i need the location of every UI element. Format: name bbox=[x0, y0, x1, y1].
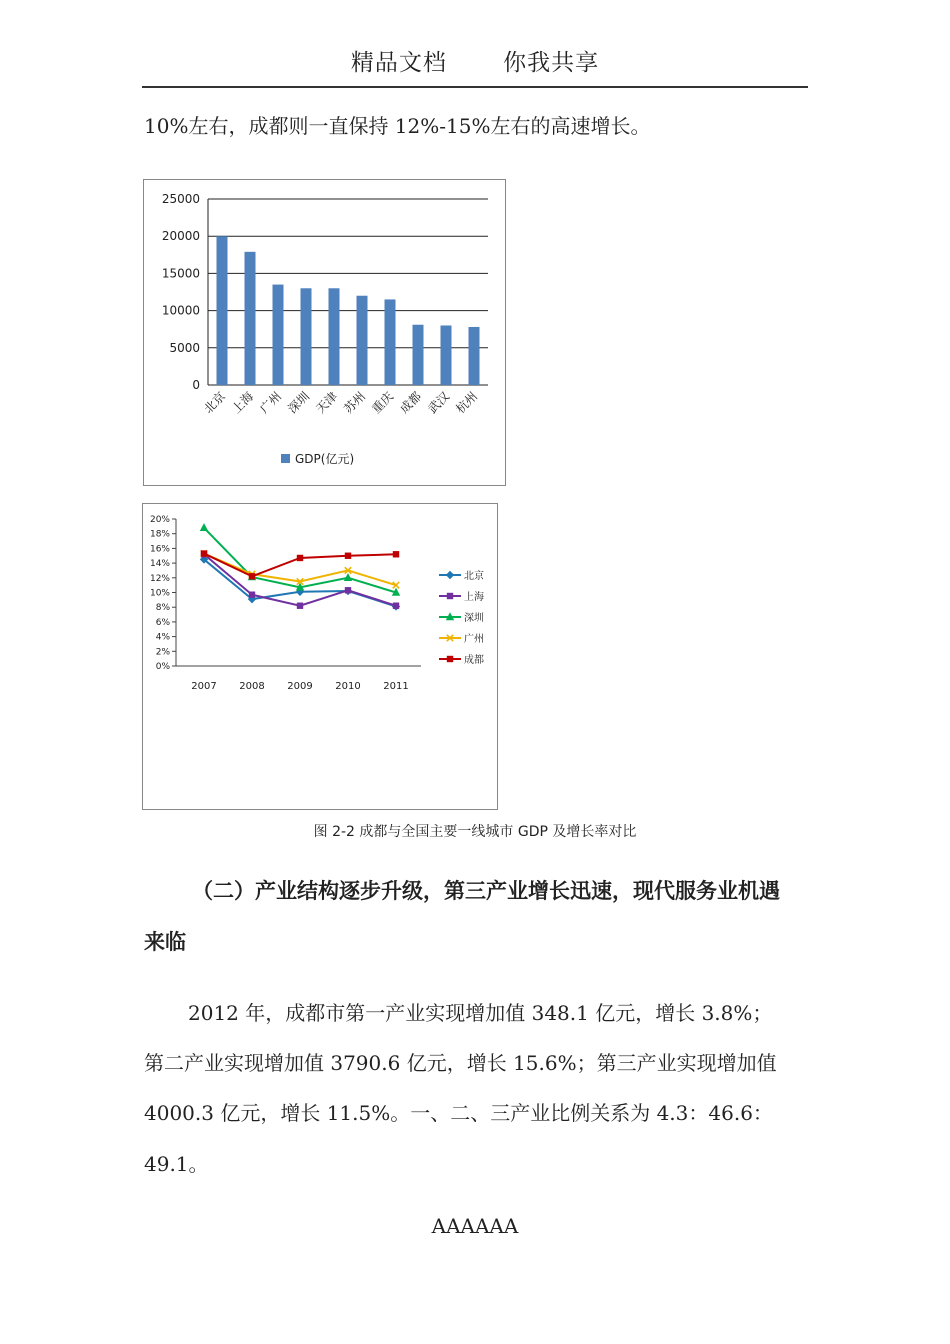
section-heading-line1: （二）产业结构逐步升级，第三产业增长迅速，现代服务业机遇 bbox=[192, 879, 780, 903]
growth-line-chart-frame bbox=[142, 503, 498, 810]
line-point bbox=[344, 573, 352, 581]
body-line-3: 4000.3 亿元，增长 11.5%。一、二、三产业比例关系为 4.3：46.6： bbox=[144, 1101, 773, 1125]
line-xtick-label: 2010 bbox=[335, 681, 361, 692]
line-ytick-label: 0% bbox=[155, 662, 170, 672]
line-legend-label: 深圳 bbox=[464, 613, 484, 624]
line-point bbox=[393, 551, 399, 557]
bar-xtick-label: 北京 bbox=[201, 389, 229, 417]
line-legend-label: 北京 bbox=[464, 571, 484, 582]
line-point bbox=[201, 550, 207, 556]
bar bbox=[413, 325, 424, 385]
bar-ytick-label: 10000 bbox=[161, 303, 200, 318]
bar-xtick-label: 重庆 bbox=[369, 389, 397, 417]
bar-xtick-label: 深圳 bbox=[285, 389, 313, 417]
bar-ytick-label: 5000 bbox=[169, 340, 200, 355]
header-right: 你我共享 bbox=[503, 50, 600, 76]
line-legend-marker bbox=[446, 571, 454, 579]
line-point bbox=[345, 587, 351, 593]
bar bbox=[273, 285, 284, 385]
line-point bbox=[393, 603, 399, 609]
line-ytick-label: 2% bbox=[155, 647, 170, 658]
line-xtick-label: 2009 bbox=[287, 681, 313, 692]
line-ytick-label: 16% bbox=[149, 544, 170, 555]
line-point bbox=[297, 603, 303, 609]
page-footer: AAAAAA bbox=[431, 1214, 519, 1238]
paragraph-top: 10%左右，成都则一直保持 12%-15%左右的高速增长。 bbox=[144, 114, 651, 138]
line-legend-marker bbox=[447, 593, 453, 599]
bar-xtick-label: 上海 bbox=[229, 389, 257, 417]
line-legend-label: 成都 bbox=[464, 655, 484, 666]
line-point bbox=[249, 592, 255, 598]
section-heading-line2: 来临 bbox=[144, 930, 186, 954]
bar bbox=[441, 325, 452, 385]
bar-ytick-label: 15000 bbox=[161, 266, 200, 281]
line-point bbox=[297, 555, 303, 561]
page-header bbox=[142, 44, 808, 88]
body-line-4: 49.1。 bbox=[144, 1152, 209, 1176]
header-left: 精品文档 bbox=[350, 50, 447, 76]
line-ytick-label: 12% bbox=[149, 573, 170, 584]
line-xtick-label: 2008 bbox=[239, 681, 265, 692]
line-ytick-label: 4% bbox=[155, 632, 170, 643]
bar-xtick-label: 苏州 bbox=[341, 389, 369, 417]
line-ytick-label: 6% bbox=[155, 617, 170, 628]
bar bbox=[385, 299, 396, 385]
line-ytick-label: 18% bbox=[149, 529, 170, 540]
bar-ytick-label: 20000 bbox=[161, 229, 200, 244]
line-ytick-label: 10% bbox=[149, 588, 170, 599]
body-line-1: 2012 年，成都市第一产业实现增加值 348.1 亿元，增长 3.8%； bbox=[188, 1001, 773, 1025]
gdp-bar-chart bbox=[144, 180, 505, 485]
line-ytick-label: 20% bbox=[149, 515, 170, 525]
bar bbox=[357, 296, 368, 385]
bar-ytick-label: 0 bbox=[192, 378, 200, 392]
bar-xtick-label: 武汉 bbox=[425, 389, 453, 417]
line-point bbox=[200, 523, 208, 531]
line-ytick-label: 8% bbox=[155, 603, 170, 614]
line-legend-label: 上海 bbox=[464, 592, 484, 603]
figure-caption: 图 2-2 成都与全国主要一线城市 GDP 及增长率对比 bbox=[313, 824, 637, 840]
line-legend-label: 广州 bbox=[464, 634, 484, 645]
bar bbox=[301, 288, 312, 385]
line-ytick-label: 14% bbox=[149, 559, 170, 570]
line-point bbox=[345, 553, 351, 559]
line-legend-marker bbox=[447, 656, 453, 662]
line-xtick-label: 2011 bbox=[383, 681, 409, 692]
bar-legend-swatch bbox=[281, 454, 290, 463]
bar-legend-label: GDP(亿元) bbox=[295, 452, 355, 466]
line-point bbox=[249, 573, 255, 579]
gdp-bar-chart-frame bbox=[143, 179, 506, 486]
bar bbox=[245, 252, 256, 385]
bar bbox=[329, 288, 340, 385]
bar-xtick-label: 杭州 bbox=[453, 389, 481, 417]
growth-line-chart bbox=[143, 504, 497, 809]
bar-xtick-label: 天津 bbox=[313, 389, 341, 417]
line-xtick-label: 2007 bbox=[191, 681, 217, 692]
bar-xtick-label: 成都 bbox=[397, 389, 425, 417]
bar-ytick-label: 25000 bbox=[161, 192, 200, 206]
bar bbox=[217, 236, 228, 385]
bar bbox=[469, 327, 480, 385]
bar-xtick-label: 广州 bbox=[257, 389, 285, 417]
body-line-2: 第二产业实现增加值 3790.6 亿元，增长 15.6%；第三产业实现增加值 bbox=[144, 1051, 777, 1075]
